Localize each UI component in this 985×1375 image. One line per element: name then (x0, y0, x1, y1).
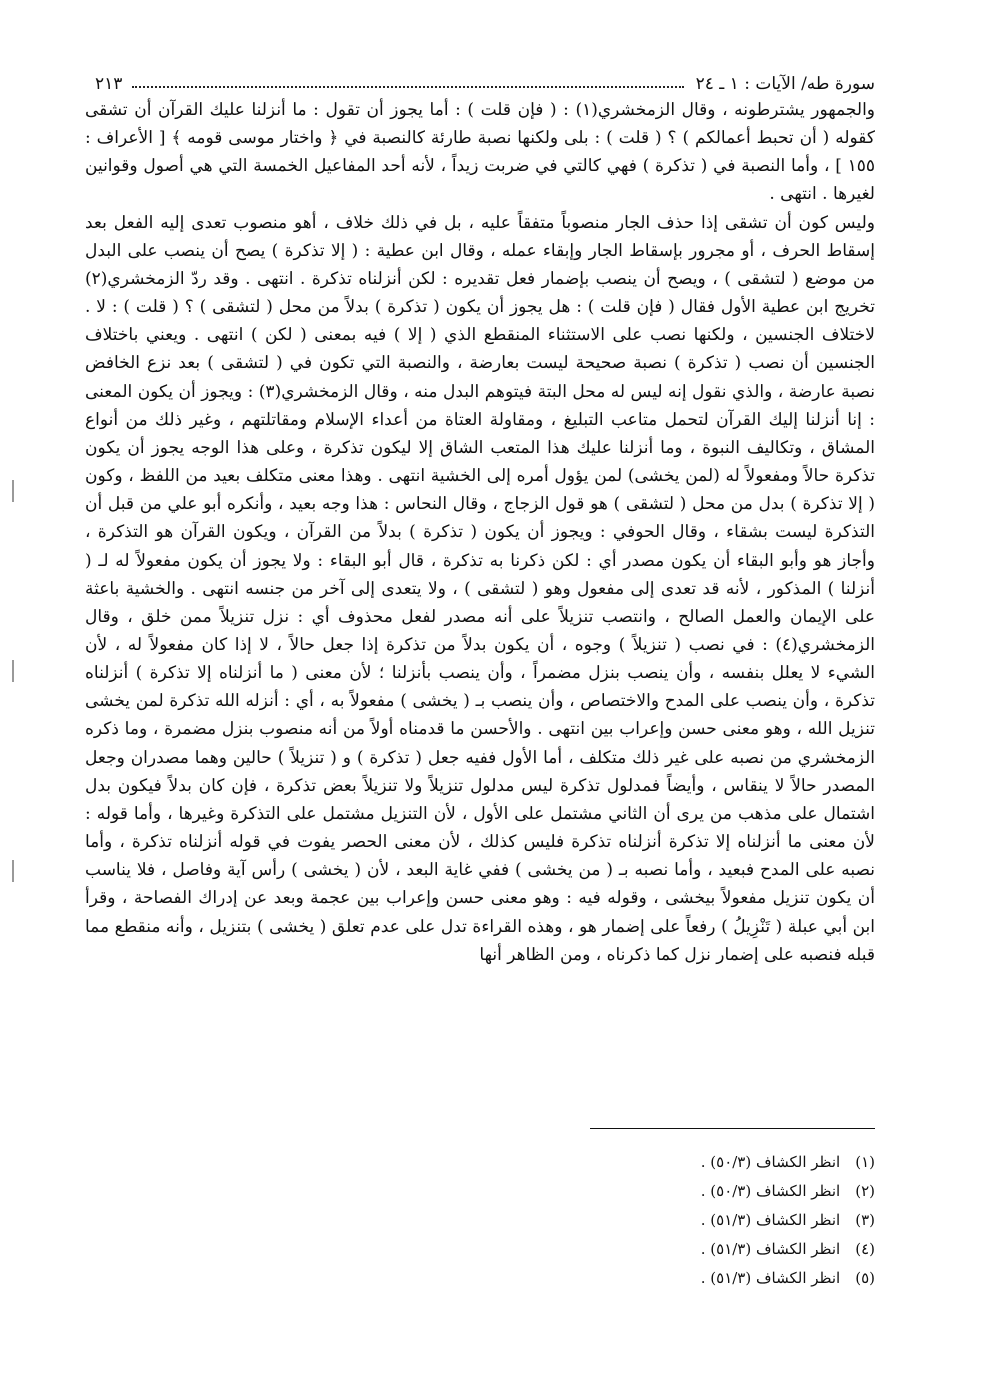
footnote-item (475, 1206, 875, 1235)
footnote-number: (٣) (855, 1211, 875, 1229)
scan-margin-mark (12, 660, 14, 682)
footnote-text: انظر الكشاف (٥٠/٣) . (700, 1182, 841, 1200)
footnote-number: (٢) (855, 1182, 875, 1200)
scan-margin-mark (12, 480, 14, 502)
footnote-text: انظر الكشاف (٥١/٣) . (700, 1211, 841, 1229)
paragraph: وليس كون أن تشقى إذا حذف الجار منصوباً متفقاً عليه ، بل في ذلك خلاف ، أهو منصوب تعدى إليه الفعل بعد إسقاط الحرف ، أو مجرور بإسقاط الجار وإبقاء عمله ، وقال ابن عطية : ( إلا تذكرة ) يصح أن ينصب على البدل من موضع ( لتشقى ) ، ويصح أن ينصب بإضمار فعل تقديره : لكن أنزلناه تذكرة . انتهى . وقد ردّ الزمخشري(٢) تخريج ابن عطية الأول فقال ( فإن قلت ) : هل يجوز أن يكون ( تذكرة ) بدلاً من محل ( لتشقى ) ؟ ( قلت ) : لا . لاختلاف الجنسين ، ولكنها نصب على الاستثناء المنقطع الذي ( إلا ) فيه بمعنى ( لكن ) انتهى . ويعني باختلاف الجنسين أن نصب ( تذكرة ) نصبة صحيحة ليست بعارضة ، والنصبة التي تكون في ( لتشقى ) بعد نزع الخافض نصبة عارضة ، والذي نقول إنه ليس له محل البتة فيتوهم البدل منه ، وقال الزمخشري(٣) : ويجوز أن يكون المعنى : إنا أنزلنا إليك القرآن لتحمل متاعب التبليغ ، ومقاولة العتاة من أعداء الإسلام ومقاتلتهم ، وغير ذلك من أنواع المشاق ، وتكاليف النبوة ، وما أنزلنا عليك هذا المتعب الشاق إلا ليكون تذكرة ، وعلى هذا الوجه يجوز أن يكون تذكرة حالاً ومفعولاً له (لمن يخشى) لمن يؤول أمره إلى الخشية انتهى . وهذا معنى متكلف بعيد من اللفظ ، وكون ( إلا تذكرة ) بدل من محل ( لتشقى ) هو قول الزجاج ، وقال النحاس : هذا وجه بعيد ، وأنكره أبو علي من قبل أن التذكرة ليست بشقاء ، وقال الحوفي : ويجوز أن يكون ( تذكرة ) بدلاً من القرآن ، ويكون القرآن هو التذكرة ، وأجاز هو وأبو البقاء أن يكون مصدر أي : لكن ذكرنا به تذكرة ، قال أبو البقاء : ولا يجوز أن يكون مفعولاً له لـ ( أنزلنا ) المذكور ، لأنه قد تعدى إلى مفعول وهو ( لتشقى ) ، ولا يتعدى إلى آخر من جنسه انتهى . والخشية باعثة على الإيمان والعمل الصالح ، وانتصب تنزيلاً على أنه مصدر لفعل محذوف أي : نزل تنزيلاً ممن خلق ، وقال الزمخشري(٤) : في نصب ( تنزيلاً ) وجوه ، أن يكون بدلاً من تذكرة إذا جعل حالاً ، لا إذا كان مفعولاً له ، لأن الشيء لا يعلل بنفسه ، وأن ينصب بنزل مضمراً ، وأن ينصب بأنزلنا ؛ لأن معنى ( ما أنزلناه إلا تذكرة ) أنزلناه تذكرة ، وأن ينصب على المدح والاختصاص ، وأن ينصب بـ ( يخشى ) مفعولاً به ، أي : أنزله الله تذكرة لمن يخشى تنزيل الله ، وهو معنى حسن وإعراب بين انتهى . والأحسن ما قدمناه أولاً من أنه منصوب بنزل مضمرة ، وما ذكره الزمخشري من نصبه على غير ذلك متكلف ، أما الأول ففيه جعل ( تذكرة ) و ( تنزيلاً ) حالين وهما مصدران وجعل المصدر حالاً لا ينقاس ، وأيضاً فمدلول تذكرة ليس مدلول تنزيلاً ولا تنزيلاً بعض تذكرة ، فإن كان بدلاً فيكون بدل اشتمال على مذهب من يرى أن الثاني مشتمل على الأول ، لأن التنزيل مشتمل على التذكرة وغيرها ، وأما قوله : لأن معنى ما أنزلناه إلا تذكرة أنزلناه تذكرة فليس كذلك ، لأن معنى الحصر يفوت في قوله أنزلناه تذكرة ، وأما نصبه على المدح فبعيد ، وأما نصبه بـ ( من يخشى ) ففي غاية البعد ، لأن ( يخشى ) رأس آية وفاصل ، فلا يناسب أن يكون تنزيل مفعولاً بيخشى ، وقوله فيه : وهو معنى حسن وإعراب بين عجمة وبعد عن إدراك الفصاحة ، وقرأ ابن أبي عبلة ( تَنْزِيلُ ) رفعاً على إضمار هو ، وهذه القراءة تدل على عدم تعلق ( يخشى ) بتنزيل ، وأنه منقطع مما قبله فنصبه على إضمار نزل كما ذكرناه ، ومن الظاهر أنها (85, 212, 875, 965)
surah-title: سورة طه/ الآيات : ١ ـ ٢٤ (695, 74, 875, 94)
main-text (85, 96, 875, 969)
footnote-text: انظر الكشاف (٥١/٣) . (700, 1269, 841, 1287)
footnote-number: (٤) (855, 1240, 875, 1258)
scan-margin-mark (12, 860, 14, 882)
footnote-text: انظر الكشاف (٥١/٣) . (700, 1240, 841, 1258)
footnote-item (475, 1235, 875, 1264)
running-header (95, 62, 875, 94)
footnote-item (475, 1177, 875, 1206)
footnote-text: انظر الكشاف (٥٠/٣) . (700, 1153, 841, 1171)
page-number: ٢١٣ (95, 74, 123, 94)
footnote-number: (٥) (855, 1269, 875, 1287)
footnote-separator (590, 1128, 875, 1129)
footnote-number: (١) (855, 1153, 875, 1171)
footnote-item (475, 1148, 875, 1177)
footnotes-list (475, 1148, 875, 1293)
footnote-item (475, 1264, 875, 1293)
paragraph: والجمهور يشترطونه ، وقال الزمخشري(١) : ( فإن قلت ) : أما يجوز أن تقول : ما أنزلنا عليك القرآن أن تشقى كقوله ( أن تحبط أعمالكم ) ؟ ( قلت ) : بلى ولكنها نصبة طارئة كالنصبة في ﴿ واختار موسى قومه ﴾ [ الأعراف : ١٥٥ ] ، وأما النصبة في ( تذكرة ) فهي كالتي في ضربت زيداً ، لأنه أحد المفاعيل الخمسة التي هي أصول وقوانين لغيرها . انتهى . (85, 100, 875, 205)
leader-dots (132, 85, 683, 88)
